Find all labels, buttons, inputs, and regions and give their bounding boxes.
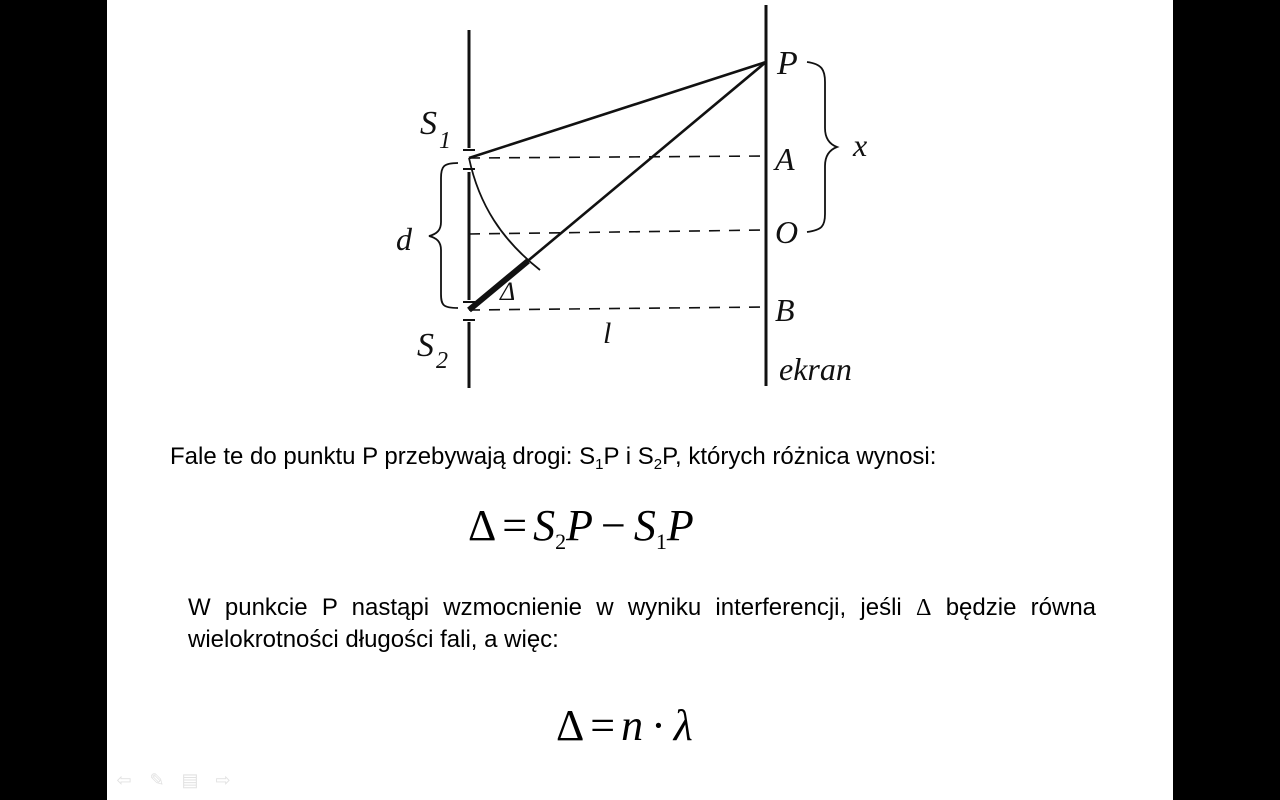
label-p: P	[777, 45, 798, 82]
label-screen: ekran	[779, 351, 852, 387]
formula-constructive-interference: Δ = n · λ	[556, 701, 693, 750]
dashed-line-s1-a	[469, 156, 766, 158]
menu-icon[interactable]: ▤	[181, 769, 199, 790]
ray-s1-p	[469, 62, 766, 158]
arrow-left-icon[interactable]: ⇦	[116, 769, 132, 790]
label-x: x	[853, 127, 868, 163]
label-delta: Δ	[500, 277, 516, 306]
slide	[107, 0, 1173, 800]
label-s2-subscript: 2	[436, 348, 448, 374]
label-b: B	[775, 292, 795, 328]
interference-condition-text: W punkcie P nastąpi wzmocnienie w wyniku interferencji, jeśli Δ będzie równa wielokrotności długości fali, a więc:	[188, 594, 1097, 653]
label-a: A	[775, 141, 795, 177]
path-difference-segment	[469, 261, 528, 310]
dashed-line-center-o	[469, 230, 766, 234]
label-s2: S	[417, 327, 434, 364]
formula-path-difference: $\Delta = S_2P - S_1P$	[468, 501, 694, 554]
double-slit-diagram	[107, 0, 1173, 400]
arrow-right-icon[interactable]: ⇨	[215, 769, 231, 790]
pen-icon[interactable]: ✎	[149, 769, 165, 790]
dashed-line-s2-b	[469, 307, 766, 310]
label-s1: S	[420, 105, 437, 142]
d-brace	[429, 163, 458, 308]
x-brace	[807, 62, 837, 232]
slideshow-nav	[113, 770, 234, 790]
label-s1-subscript: 1	[439, 128, 451, 154]
label-d: d	[396, 221, 412, 257]
arc-equal-path	[469, 158, 540, 270]
path-intro-text: Fale te do punktu P przebywają drogi: $S_1P$ i $S_2P$, których różnica wynosi:	[170, 443, 937, 473]
label-l: l	[603, 317, 612, 350]
label-o: O	[775, 214, 799, 250]
